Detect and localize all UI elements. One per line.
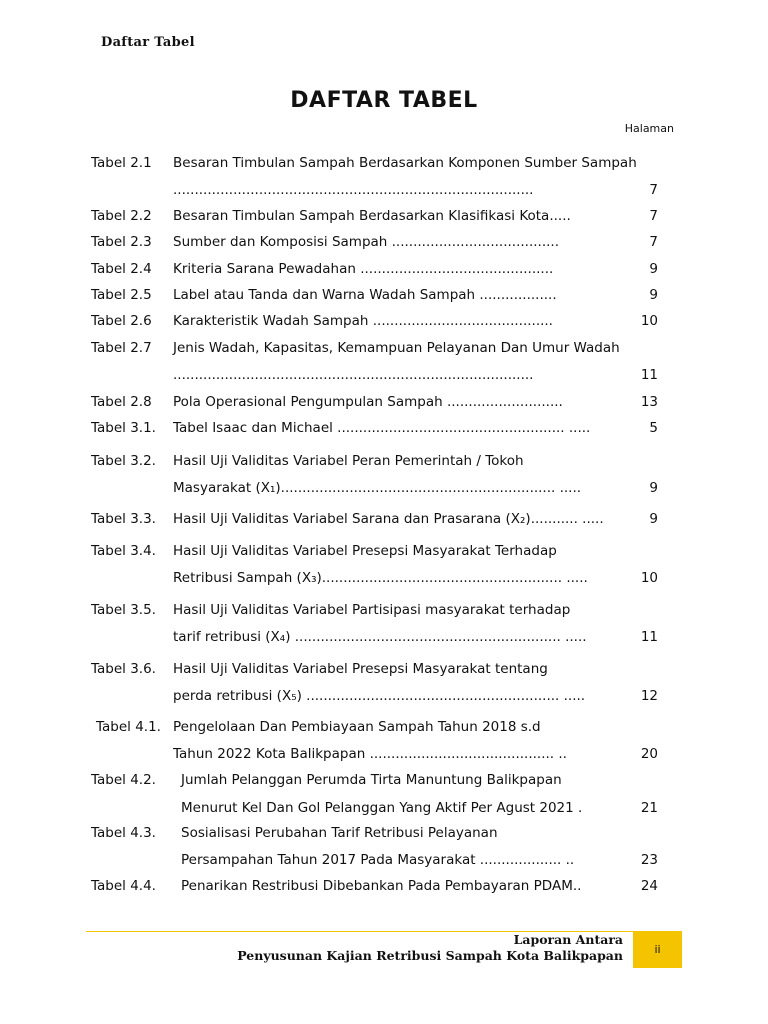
toc-row-title: Pola Operasional Pengumpulan Sampah ........................... (173, 394, 563, 410)
toc-row-label: Tabel 3.3. (91, 511, 156, 527)
toc-row-label: Tabel 4.4. (91, 878, 156, 894)
toc-row-title: Sumber dan Komposisi Sampah ....................................... (173, 234, 560, 250)
toc-row-title: Pengelolaan Dan Pembiayaan Sampah Tahun 2018 s.d (173, 719, 541, 735)
toc-row-label: Tabel 2.3 (91, 234, 152, 250)
toc-row-label: Tabel 4.3. (91, 825, 156, 841)
toc-row-page: 20 (640, 746, 658, 762)
toc-row-title: Hasil Uji Validitas Variabel Presepsi Masyarakat Terhadap (173, 543, 557, 559)
toc-row-label: Tabel 3.5. (91, 602, 156, 618)
toc-row-label: Tabel 2.6 (91, 313, 152, 329)
footer-report-type: Laporan Antara (513, 932, 623, 947)
toc-row-page: 10 (640, 313, 658, 329)
toc-row-title-continued: Tahun 2022 Kota Balikpapan ........................................... .. (173, 746, 567, 762)
toc-row-page: 7 (649, 182, 658, 198)
toc-row-title-continued: .................................................................................... (173, 182, 534, 198)
toc-row-page: 23 (640, 852, 658, 868)
toc-row-label: Tabel 2.5 (91, 287, 152, 303)
toc-row-title-continued: perda retribusi (X₅) ........................................................... ..... (173, 688, 586, 704)
toc-row-label: Tabel 4.2. (91, 772, 156, 788)
toc-row-label: Tabel 3.1. (91, 420, 156, 436)
toc-row-title: Kriteria Sarana Pewadahan ............................................. (173, 261, 554, 277)
toc-row-title: Besaran Timbulan Sampah Berdasarkan Klasifikasi Kota..... (173, 208, 571, 224)
toc-row-title: Karakteristik Wadah Sampah .......................................... (173, 313, 553, 329)
toc-row-page: 7 (649, 208, 658, 224)
toc-row-page: 5 (649, 420, 658, 436)
toc-row-page: 24 (640, 878, 658, 894)
toc-row-page: 9 (649, 480, 658, 496)
toc-row-title: Hasil Uji Validitas Variabel Peran Pemerintah / Tokoh (173, 453, 524, 469)
toc-row-title-continued: Persampahan Tahun 2017 Pada Masyarakat ................... .. (181, 852, 575, 868)
toc-row-title: Jenis Wadah, Kapasitas, Kemampuan Pelayanan Dan Umur Wadah (173, 340, 620, 356)
toc-row-title: Sosialisasi Perubahan Tarif Retribusi Pelayanan (181, 825, 498, 841)
toc-row-label: Tabel 3.2. (91, 453, 156, 469)
halaman-label: Halaman (624, 122, 674, 135)
toc-row-page: 9 (649, 261, 658, 277)
toc-row-title-continued: Masyarakat (X₁)................................................................ ..... (173, 480, 582, 496)
toc-row-page: 9 (649, 511, 658, 527)
toc-row-title: Hasil Uji Validitas Variabel Sarana dan Prasarana (X₂)........... ..... (173, 511, 604, 527)
toc-row-title: Label atau Tanda dan Warna Wadah Sampah .................. (173, 287, 557, 303)
toc-row-title: Jumlah Pelanggan Perumda Tirta Manuntung Balikpapan (181, 772, 562, 788)
page-title: DAFTAR TABEL (290, 88, 478, 113)
toc-row-label: Tabel 2.1 (91, 155, 152, 171)
toc-row-title: Hasil Uji Validitas Variabel Partisipasi masyarakat terhadap (173, 602, 571, 618)
toc-row-title-continued: tarif retribusi (X₄) .............................................................. ..... (173, 629, 587, 645)
toc-row-title: Hasil Uji Validitas Variabel Presepsi Masyarakat tentang (173, 661, 548, 677)
toc-row-title: Tabel Isaac dan Michael ..................................................... ..... (173, 420, 591, 436)
toc-row-label: Tabel 2.4 (91, 261, 152, 277)
toc-row-label: Tabel 3.4. (91, 543, 156, 559)
toc-row-title-continued: .................................................................................... (173, 367, 534, 383)
toc-row-label: Tabel 2.7 (91, 340, 152, 356)
toc-row-page: 21 (640, 800, 658, 816)
toc-row-page: 11 (640, 629, 658, 645)
toc-row-label: Tabel 2.8 (91, 394, 152, 410)
toc-row-title-continued: Menurut Kel Dan Gol Pelanggan Yang Aktif Per Agust 2021 . (181, 800, 583, 816)
footer-page-number: ii (633, 931, 682, 968)
toc-row-title-continued: Retribusi Sampah (X₃)........................................................ ..... (173, 570, 588, 586)
toc-row-title: Besaran Timbulan Sampah Berdasarkan Komponen Sumber Sampah (173, 155, 637, 171)
toc-row-page: 13 (640, 394, 658, 410)
toc-row-page: 10 (640, 570, 658, 586)
toc-row-label: Tabel 3.6. (91, 661, 156, 677)
toc-row-page: 9 (649, 287, 658, 303)
running-header: Daftar Tabel (101, 35, 195, 50)
toc-row-label: Tabel 2.2 (91, 208, 152, 224)
footer-project-title: Penyusunan Kajian Retribusi Sampah Kota Balikpapan (237, 948, 623, 963)
toc-row-title: Penarikan Restribusi Dibebankan Pada Pembayaran PDAM.. (181, 878, 582, 894)
toc-row-page: 12 (640, 688, 658, 704)
toc-row-page: 11 (640, 367, 658, 383)
toc-row-label: Tabel 4.1. (96, 719, 161, 735)
toc-row-page: 7 (649, 234, 658, 250)
